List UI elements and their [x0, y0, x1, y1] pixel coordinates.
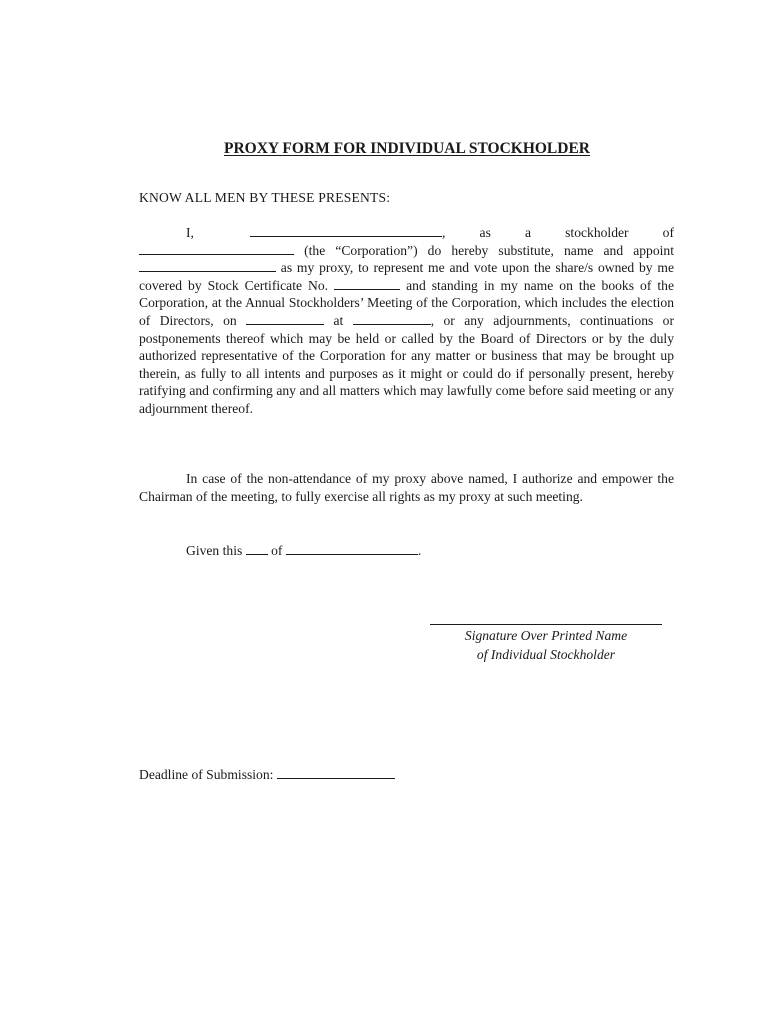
p1-text-5: and standing in my name on the books of the Corporation, at the Annual Stockholders’ Meeting of the Corporation, which includes the election of Directors, on [139, 277, 674, 328]
corporation-name-blank[interactable] [139, 242, 294, 255]
p2-text: In case of the non-attendance of my proxy above named, I authorize and empower the Chairman of the meeting, to fully exercise all rights as my proxy at such meeting. [139, 471, 674, 504]
meeting-date-blank[interactable] [246, 312, 324, 325]
given-text-2: of [271, 543, 283, 558]
p1-text-2: , as a stockholder of [442, 225, 674, 240]
p1-text-4: as my proxy, to represent me and vote upon the share/s owned by me covered by Stock Certificate No. [139, 260, 674, 293]
p1-text-7: , or any adjournments, continuations or postponements thereof which may be held or called by the Board of Directors or by the duly authorized representative of the Corporation for any matter or business that may be brought up therein, as fully to all intents and purposes as it might or could do if personally present, hereby ratifying and confirming any and all matters which may lawfully come before said meeting or any adjournment thereof. [139, 312, 675, 416]
given-text-3: . [417, 543, 422, 558]
deadline-label: Deadline of Submission: [139, 767, 274, 782]
meeting-place-blank[interactable] [353, 312, 431, 325]
certificate-number-blank[interactable] [334, 277, 400, 290]
authorization-paragraph [139, 470, 674, 505]
preamble: KNOW ALL MEN BY THESE PRESENTS: [139, 190, 391, 205]
stockholder-name-blank[interactable] [250, 224, 442, 237]
proxy-name-blank[interactable] [139, 259, 276, 272]
form-title: PROXY FORM FOR INDIVIDUAL STOCKHOLDER [224, 140, 590, 157]
given-text-1: Given this [186, 543, 243, 558]
signature-line[interactable] [430, 624, 662, 625]
p1-text-1: I, [186, 225, 194, 240]
given-month-blank[interactable] [286, 542, 418, 555]
signature-caption-line1: Signature Over Printed Name [464, 628, 628, 643]
appointment-paragraph [139, 224, 674, 418]
p1-text-6: at [333, 312, 344, 328]
given-day-blank[interactable] [246, 542, 268, 555]
given-line [186, 542, 421, 559]
p1-text-3: (the “Corporation”) do hereby substitute, name and appoint [304, 242, 675, 258]
deadline-blank[interactable] [277, 766, 395, 779]
deadline-line [139, 766, 395, 783]
signature-caption-line2: of Individual Stockholder [476, 647, 616, 662]
signature-caption [430, 626, 662, 664]
